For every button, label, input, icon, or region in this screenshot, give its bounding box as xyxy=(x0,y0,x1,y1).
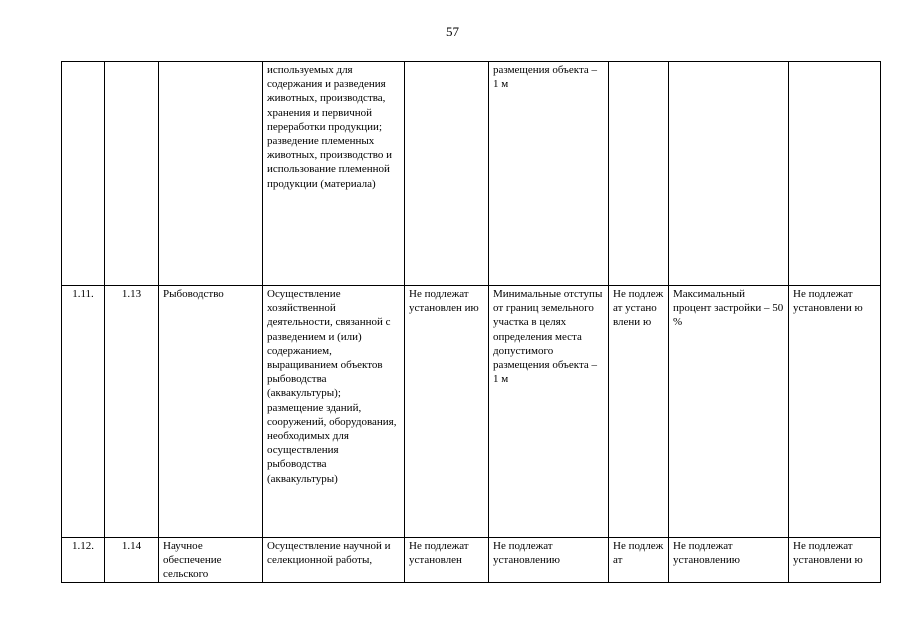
page-number: 57 xyxy=(446,24,459,39)
use-description: Осуществление научной и селекционной работы, xyxy=(263,538,405,583)
setbacks: Не подлежат установлению xyxy=(489,538,609,583)
row-number: 1.12. xyxy=(62,538,105,583)
table-row xyxy=(62,286,881,538)
use-description: используемых для содержания и разведения животных, производства, хранения и первичной переработки продукции; разведение племенных животных, производство и использование племенной продукции (материала) xyxy=(263,62,405,286)
plot-size-limits: Не подлежат установлен ию xyxy=(405,286,489,538)
max-floors: Не подлеж ат устано влени ю xyxy=(609,286,669,538)
setbacks: размещения объекта – 1 м xyxy=(489,62,609,286)
coverage xyxy=(669,62,789,286)
coverage: Не подлежат установлению xyxy=(669,538,789,583)
other-parameters: Не подлежат установлени ю xyxy=(789,286,881,538)
row-number: 1.11. xyxy=(62,286,105,538)
use-description: Осуществление хозяйственной деятельности, связанной с разведением и (или) содержанием, выращиванием объектов рыбоводства (аквакультуры); размещение зданий, сооружений, оборудования, необходимых для осуществления рыбоводства (аквакультуры) xyxy=(263,286,405,538)
use-code: 1.13 xyxy=(105,286,159,538)
use-name xyxy=(159,62,263,286)
table-row xyxy=(62,62,881,286)
setbacks: Минимальные отступы от границ земельного участка в целях определения места допустимого размещения объекта – 1 м xyxy=(489,286,609,538)
plot-size-limits: Не подлежат установлен xyxy=(405,538,489,583)
max-floors xyxy=(609,62,669,286)
use-name: Рыбоводство xyxy=(159,286,263,538)
max-floors: Не подлеж ат xyxy=(609,538,669,583)
land-use-regulations-table xyxy=(61,61,881,583)
plot-size-limits xyxy=(405,62,489,286)
use-code: 1.14 xyxy=(105,538,159,583)
row-number xyxy=(62,62,105,286)
other-parameters: Не подлежат установлени ю xyxy=(789,538,881,583)
use-name: Научное обеспечение сельского xyxy=(159,538,263,583)
use-code xyxy=(105,62,159,286)
table-row xyxy=(62,538,881,583)
coverage: Максимальный процент застройки – 50 % xyxy=(669,286,789,538)
other-parameters xyxy=(789,62,881,286)
